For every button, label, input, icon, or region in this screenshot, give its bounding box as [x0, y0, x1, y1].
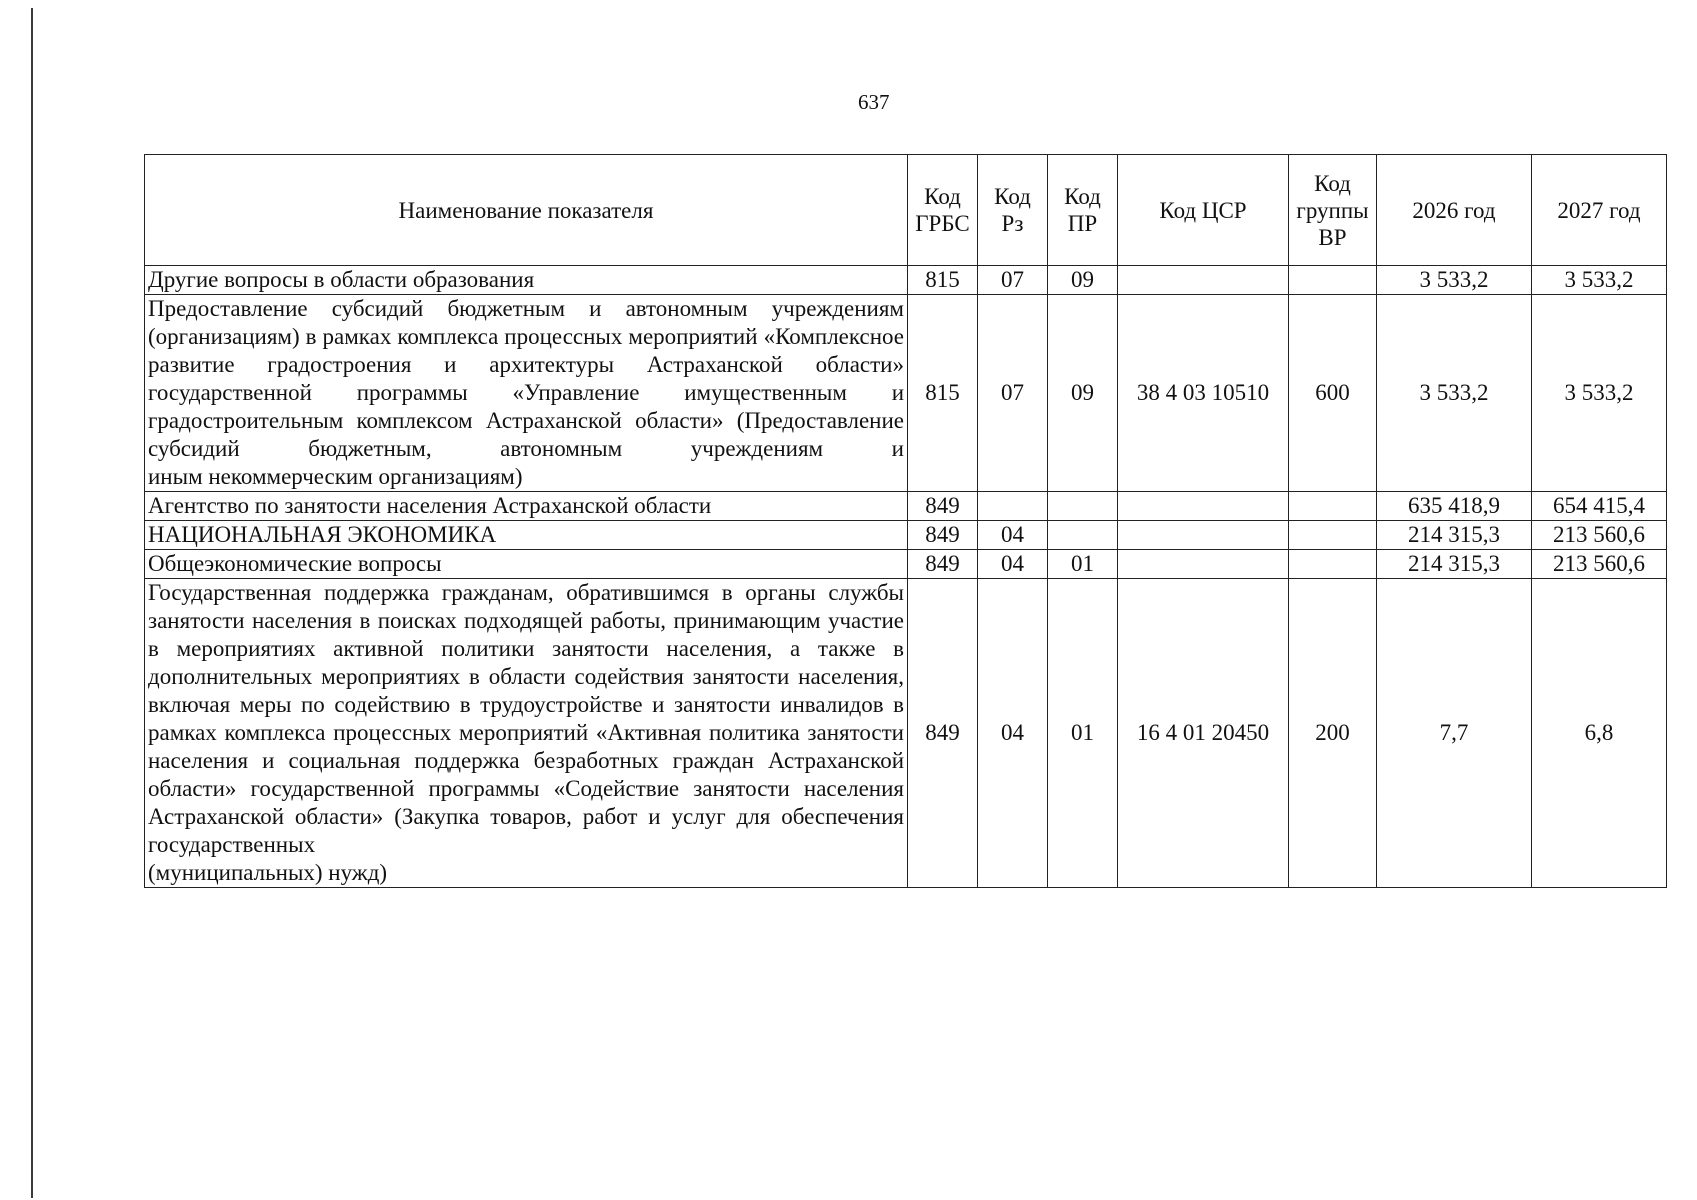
row-name: Другие вопросы в области образования: [145, 266, 908, 295]
row-vr: [1289, 492, 1377, 521]
header-2027: 2027 год: [1532, 155, 1667, 266]
row-2026: 3 533,2: [1377, 295, 1532, 492]
row-grbs: 849: [908, 579, 978, 888]
table-row: [145, 266, 1667, 295]
row-2027: 213 560,6: [1532, 550, 1667, 579]
row-2026: 635 418,9: [1377, 492, 1532, 521]
row-grbs: 815: [908, 295, 978, 492]
row-name-text: Предоставление субсидий бюджетным и автономным учреждениям (организациям) в рамках комплекса процессных мероприятий «Комплексное развитие градостроения и архитектуры Астраханской области» государственной программы «Управление имущественным и градостроительным комплексом Астраханской области» (Предоставление субсидий бюджетным, автономным учреждениям и: [148, 296, 904, 461]
row-2026: 3 533,2: [1377, 266, 1532, 295]
header-vr-line2: группы: [1296, 197, 1369, 223]
row-grbs: 815: [908, 266, 978, 295]
row-rz: 04: [978, 550, 1048, 579]
row-csr: 38 4 03 10510: [1118, 295, 1289, 492]
row-pr: 01: [1048, 579, 1118, 888]
row-vr: [1289, 521, 1377, 550]
row-vr: [1289, 266, 1377, 295]
row-grbs: 849: [908, 550, 978, 579]
table-row: [145, 521, 1667, 550]
row-2026: 214 315,3: [1377, 550, 1532, 579]
row-name: [145, 295, 908, 492]
header-grbs-line1: Код: [924, 184, 961, 209]
row-vr: 200: [1289, 579, 1377, 888]
header-vr-line1: Код: [1314, 170, 1351, 196]
table-row: [145, 550, 1667, 579]
header-grbs: [908, 155, 978, 266]
row-grbs: 849: [908, 492, 978, 521]
row-2027: 213 560,6: [1532, 521, 1667, 550]
row-rz: 07: [978, 266, 1048, 295]
row-rz: [978, 492, 1048, 521]
row-csr: [1118, 492, 1289, 521]
row-pr: 09: [1048, 266, 1118, 295]
table-row: [145, 579, 1667, 888]
row-grbs: 849: [908, 521, 978, 550]
row-2027: 3 533,2: [1532, 295, 1667, 492]
header-csr: Код ЦСР: [1118, 155, 1289, 266]
row-name: НАЦИОНАЛЬНАЯ ЭКОНОМИКА: [145, 521, 908, 550]
table-row: [145, 492, 1667, 521]
header-row: [145, 155, 1667, 266]
row-2026: 7,7: [1377, 579, 1532, 888]
row-name-text-end: иным некоммерческим организациям): [148, 464, 523, 489]
row-csr: [1118, 521, 1289, 550]
row-pr: 01: [1048, 550, 1118, 579]
row-csr: [1118, 266, 1289, 295]
row-rz: 04: [978, 579, 1048, 888]
header-pr-line1: Код: [1064, 184, 1101, 209]
header-rz-line1: Код: [994, 184, 1031, 209]
row-pr: [1048, 521, 1118, 550]
header-rz-line2: Рз: [1001, 211, 1024, 236]
row-vr: [1289, 550, 1377, 579]
row-2027: 3 533,2: [1532, 266, 1667, 295]
table-row: [145, 295, 1667, 492]
page-number: 637: [858, 90, 890, 114]
header-vr-line3: ВР: [1318, 224, 1347, 250]
scan-edge-line: [31, 8, 33, 1198]
row-csr: [1118, 550, 1289, 579]
row-name: Общеэкономические вопросы: [145, 550, 908, 579]
header-pr-line2: ПР: [1067, 211, 1098, 236]
row-name-text: Государственная поддержка гражданам, обратившимся в органы службы занятости населения в поисках подходящей работы, принимающим участие в мероприятиях активной политики занятости населения, а также в дополнительных мероприятиях в области содействия занятости населения, включая меры по содействию в трудоустройстве и занятости инвалидов в рамках комплекса процессных мероприятий «Активная политика занятости населения и социальная поддержка безработных граждан Астраханской области» государственной программы «Содействие занятости населения Астраханской области» (Закупка товаров, работ и услуг для обеспечения государственных: [148, 580, 904, 857]
header-pr: [1048, 155, 1118, 266]
row-csr: 16 4 01 20450: [1118, 579, 1289, 888]
row-2027: 6,8: [1532, 579, 1667, 888]
row-name: Агентство по занятости населения Астраханской области: [145, 492, 908, 521]
row-rz: 04: [978, 521, 1048, 550]
row-2027: 654 415,4: [1532, 492, 1667, 521]
budget-table: [144, 154, 1667, 888]
row-rz: 07: [978, 295, 1048, 492]
row-pr: [1048, 492, 1118, 521]
header-vr: [1289, 155, 1377, 266]
row-pr: 09: [1048, 295, 1118, 492]
header-grbs-line2: ГРБС: [915, 211, 970, 236]
header-name: Наименование показателя: [145, 155, 908, 266]
header-2026: 2026 год: [1377, 155, 1532, 266]
row-2026: 214 315,3: [1377, 521, 1532, 550]
row-vr: 600: [1289, 295, 1377, 492]
row-name-text-end: (муниципальных) нужд): [148, 860, 388, 885]
header-rz: [978, 155, 1048, 266]
row-name: [145, 579, 908, 888]
